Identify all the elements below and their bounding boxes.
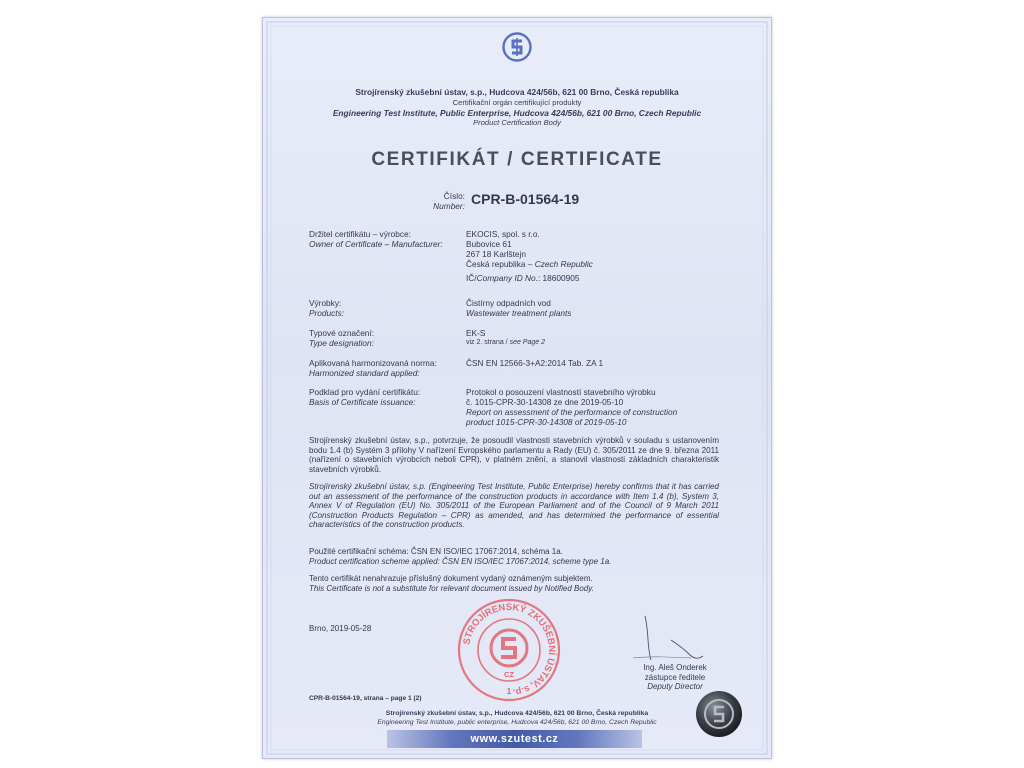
signatory-role-en: Deputy Director (647, 682, 703, 692)
website-link[interactable]: www.szutest.cz (470, 733, 559, 745)
type-value (466, 328, 545, 348)
owner-country (466, 259, 593, 269)
substitute-block (309, 574, 594, 593)
header-body-cz: Certifikační orgán certifikující produkty (452, 98, 582, 107)
standard-label-cz: Aplikovaná harmonizovaná norma: (309, 358, 437, 368)
footer-address-cz: Strojírenský zkušební ústav, s.p., Hudcova 424/56b, 621 00 Brno, Česká republika (385, 710, 649, 717)
products-value (466, 298, 571, 318)
substitute-cz: Tento certifikát nenahrazuje příslušný dokument vydaný oznámeným subjektem. (309, 574, 593, 583)
scheme-en: Product certification scheme applied: ČSN EN ISO/IEC 17067:2014, scheme type 1a. (309, 556, 612, 566)
basis-value (466, 387, 677, 427)
stamp-number: 1 (506, 687, 512, 696)
products-label (309, 298, 344, 318)
header-body-en: Product Certification Body (473, 118, 561, 127)
szu-logo-icon (502, 32, 532, 62)
basis-label (309, 387, 420, 407)
owner-company-id (466, 273, 593, 283)
type-label-en: Type designation: (309, 338, 374, 348)
signatory-block (615, 663, 735, 692)
substitute-en: This Certificate is not a substitute for relevant document issued by Notified Body. (309, 583, 594, 593)
signature (631, 612, 711, 668)
header-institute-cz: Strojírenský zkušební ústav, s.p., Hudcova 424/56b, 621 00 Brno, Česká republika (355, 87, 679, 97)
basis-line: product 1015-CPR-30-14308 of 2019-05-10 (466, 417, 627, 427)
official-stamp (455, 596, 563, 704)
signatory-role-cz: zástupce ředitele (644, 672, 706, 682)
website-banner (387, 730, 642, 748)
owner-label (309, 229, 443, 249)
statement-cz: Strojírenský zkušební ústav, s.p., potvrzuje, že posoudil vlastnosti stavebních výrobků v souladu s ustanovením bodu 1.4 (b) Systém 3 přílohy V nařízení Evropského parlamentu a Rady (EU) č. 305/2011 ze dne 9. března 2011 (nařízení o stavebních výrobcích neboli CPR), v platném znění, a stanovil vlastnosti základních charakteristik stavebních výrobků. (309, 436, 719, 474)
owner-value (466, 229, 593, 283)
standard-label-en: Harmonized standard applied: (309, 368, 420, 378)
signatory-name: Ing. Aleš Onderek (643, 663, 707, 672)
place-date: Brno, 2019-05-28 (309, 624, 372, 633)
type-label (309, 328, 374, 348)
company-id-label-en: Company ID No. (476, 273, 538, 283)
certificate-page (262, 17, 772, 759)
type-designation: EK-S (466, 328, 486, 338)
number-label (411, 191, 465, 211)
owner-country-cz: Česká republika – (466, 259, 535, 269)
products-value-cz: Čistírny odpadních vod (466, 298, 551, 308)
basis-label-en: Basis of Certificate issuance: (309, 397, 416, 407)
basis-line: Protokol o posouzení vlastností stavebního výrobku (466, 387, 656, 397)
owner-label-en: Owner of Certificate – Manufacturer: (309, 239, 443, 249)
products-value-en: Wastewater treatment plants (466, 308, 572, 318)
stamp-country: CZ (504, 670, 514, 679)
basis-line: č. 1015-CPR-30-14308 ze dne 2019-05-10 (466, 397, 624, 407)
statement-en: Strojírenský zkušební ústav, s.p. (Engineering Test Institute, Public Enterprise) hereby confirms that it has carried out an assessment of the performance of the construction products in accordance with Item 1.4 (b), System 3, Annex V of Regulation (EU) No. 305/2011 of the European Parliament and of the Council of 9 March 2011 (Construction Products Regulation – CPR) as amended, and has determined the performance of essential characteristics of the construction products. (309, 482, 719, 530)
basis-label-cz: Podklad pro vydání certifikátu: (309, 387, 421, 397)
owner-country-en: Czech Republic (534, 259, 593, 269)
type-note (466, 338, 545, 348)
header-institute-en: Engineering Test Institute, Public Enterprise, Hudcova 424/56b, 621 00 Brno, Czech Republic (332, 108, 702, 118)
type-note-en: see Page 2 (509, 339, 545, 346)
owner-line: 267 18 Karlštejn (466, 249, 526, 259)
number-label-en: Number: (433, 201, 465, 211)
type-note-cz: viz 2. strana / (466, 339, 510, 346)
company-id-label: IČ/ (466, 273, 477, 283)
type-label-cz: Typové označení: (309, 328, 375, 338)
certificate-number: CPR-B-01564-19 (471, 191, 580, 207)
products-label-en: Products: (309, 308, 345, 318)
certificate-title: CERTIFIKÁT / CERTIFICATE (371, 149, 663, 170)
hologram-seal-icon (695, 690, 743, 738)
footer-address-en: Engineering Test Institute, public enterprise, Hudcova 424/56b, 621 00 Brno, Czech Republic (377, 719, 657, 726)
scheme-cz: Použité certifikační schéma: ČSN EN ISO/IEC 17067:2014, schéma 1a. (309, 547, 563, 556)
scheme-block (309, 547, 611, 566)
page-reference: CPR-B-01564-19, strana – page 1 (2) (309, 695, 422, 702)
number-label-cz: Číslo: (443, 191, 465, 201)
products-label-cz: Výrobky: (309, 298, 342, 308)
company-id-value: : 18600905 (537, 273, 580, 283)
owner-label-cz: Držitel certifikátu – výrobce: (309, 229, 411, 239)
owner-line: Bubovice 61 (466, 239, 512, 249)
stamp-ring-text: STROJÍRENSKÝ ZKUŠEBNÍ ÚSTAV, s.p. (461, 601, 558, 698)
standard-label (309, 358, 437, 378)
standard-value: ČSN EN 12566-3+A2:2014 Tab. ZA 1 (466, 358, 604, 368)
owner-line: EKOCIS, spol. s r.o. (466, 229, 540, 239)
stamp-logo-icon (491, 630, 527, 666)
basis-line: Report on assessment of the performance of construction (466, 407, 678, 417)
